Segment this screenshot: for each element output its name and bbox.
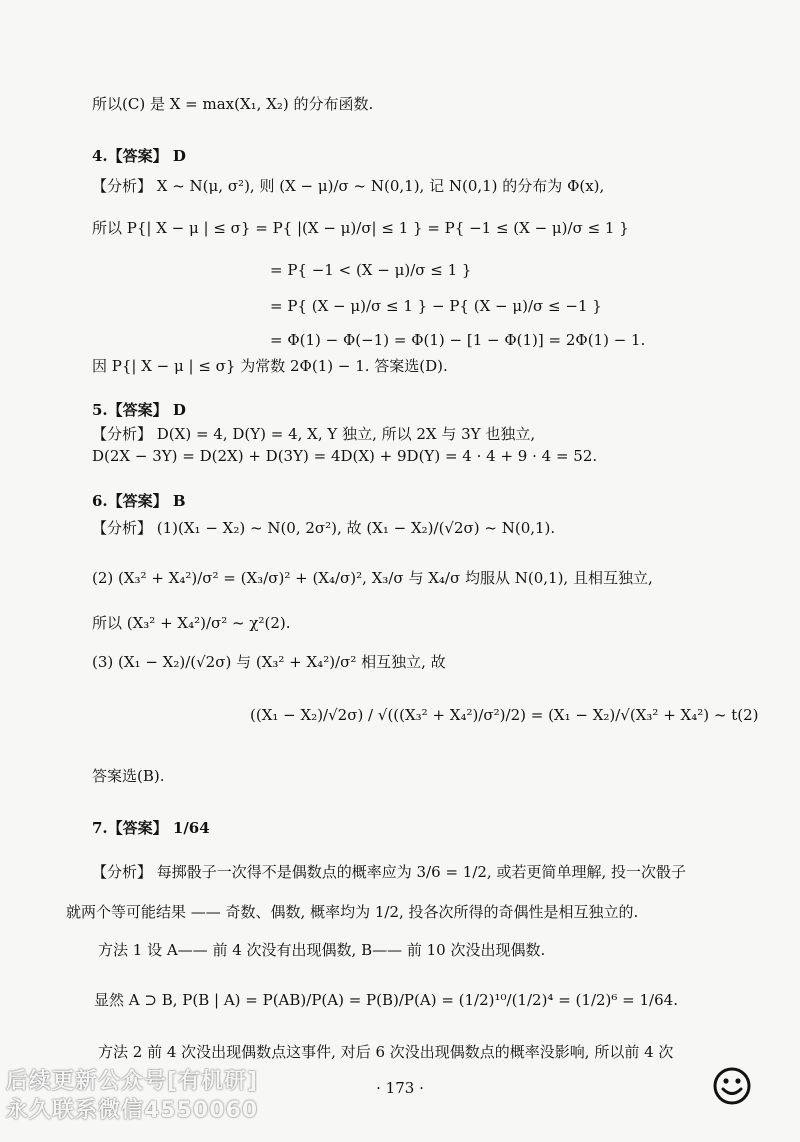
analysis-5-line-2: D(2X − 3Y) = D(2X) + D(3Y) = 4D(X) + 9D(Y) = 4 · 4 + 9 · 4 = 52. [92,447,598,465]
analysis-4-line-5: = Φ(1) − Φ(−1) = Φ(1) − [1 − Φ(1)] = 2Φ(1) − 1. [270,331,646,349]
analysis-7-line-1: 【分析】 每掷骰子一次得不是偶数点的概率应为 3/6 = 1/2, 或若更简单理解, 投一次骰子 [92,863,686,881]
analysis-4-line-4: = P{ (X − μ)/σ ≤ 1 } − P{ (X − μ)/σ ≤ −1 } [270,297,602,315]
smiley-face-icon [712,1066,752,1106]
analysis-7-line-3: 方法 1 设 A—— 前 4 次没有出现偶数, B—— 前 10 次没出现偶数. [98,941,546,959]
analysis-6-line-3: 所以 (X₃² + X₄²)/σ² ~ χ²(2). [92,614,291,632]
answer-heading-4: 4.【答案】 D [92,147,186,165]
page-number: · 173 · [376,1079,424,1097]
analysis-4-line-3: = P{ −1 < (X − μ)/σ ≤ 1 } [270,261,472,279]
analysis-4-line-2: 所以 P{| X − μ | ≤ σ} = P{ |(X − μ)/σ| ≤ 1 } = P{ −1 ≤ (X − μ)/σ ≤ 1 } [92,219,629,237]
analysis-5-line-1: 【分析】 D(X) = 4, D(Y) = 4, X, Y 独立, 所以 2X 与 3Y 也独立, [92,425,536,443]
analysis-6-line-2: (2) (X₃² + X₄²)/σ² = (X₃/σ)² + (X₄/σ)², X₃/σ 与 X₄/σ 均服从 N(0,1), 且相互独立, [92,569,653,587]
text-line-intro: 所以(C) 是 X = max(X₁, X₂) 的分布函数. [92,95,374,113]
answer-heading-6: 6.【答案】 B [92,492,186,510]
analysis-7-line-4: 显然 A ⊃ B, P(B | A) = P(AB)/P(A) = P(B)/P(A) = (1/2)¹⁰/(1/2)⁴ = (1/2)⁶ = 1/64. [94,991,678,1009]
analysis-6-line-5: ((X₁ − X₂)/√2σ) / √(((X₃² + X₄²)/σ²)/2) = (X₁ − X₂)/√(X₃² + X₄²) ~ t(2) [250,706,759,724]
answer-heading-7: 7.【答案】 1/64 [92,819,210,837]
analysis-6-line-4: (3) (X₁ − X₂)/(√2σ) 与 (X₃² + X₄²)/σ² 相互独立, 故 [92,653,446,671]
analysis-4-line-6: 因 P{| X − μ | ≤ σ} 为常数 2Φ(1) − 1. 答案选(D). [92,357,448,375]
answer-heading-5: 5.【答案】 D [92,401,186,419]
watermark-line-2: 永久联系微信4550060 [6,1098,259,1123]
analysis-4-line-1: 【分析】 X ~ N(μ, σ²), 则 (X − μ)/σ ~ N(0,1), 记 N(0,1) 的分布为 Φ(x), [92,177,605,195]
analysis-6-line-1: 【分析】 (1)(X₁ − X₂) ~ N(0, 2σ²), 故 (X₁ − X₂)/(√2σ) ~ N(0,1). [92,519,556,537]
analysis-7-line-5: 方法 2 前 4 次没出现偶数点这事件, 对后 6 次没出现偶数点的概率没影响, 所以前 4 次 [98,1043,674,1061]
analysis-7-line-2: 就两个等可能结果 —— 奇数、偶数, 概率均为 1/2, 投各次所得的奇偶性是相互独立的. [66,903,639,921]
analysis-6-line-6: 答案选(B). [92,767,165,785]
watermark-line-1: 后续更新公众号[有机研] [6,1069,259,1094]
